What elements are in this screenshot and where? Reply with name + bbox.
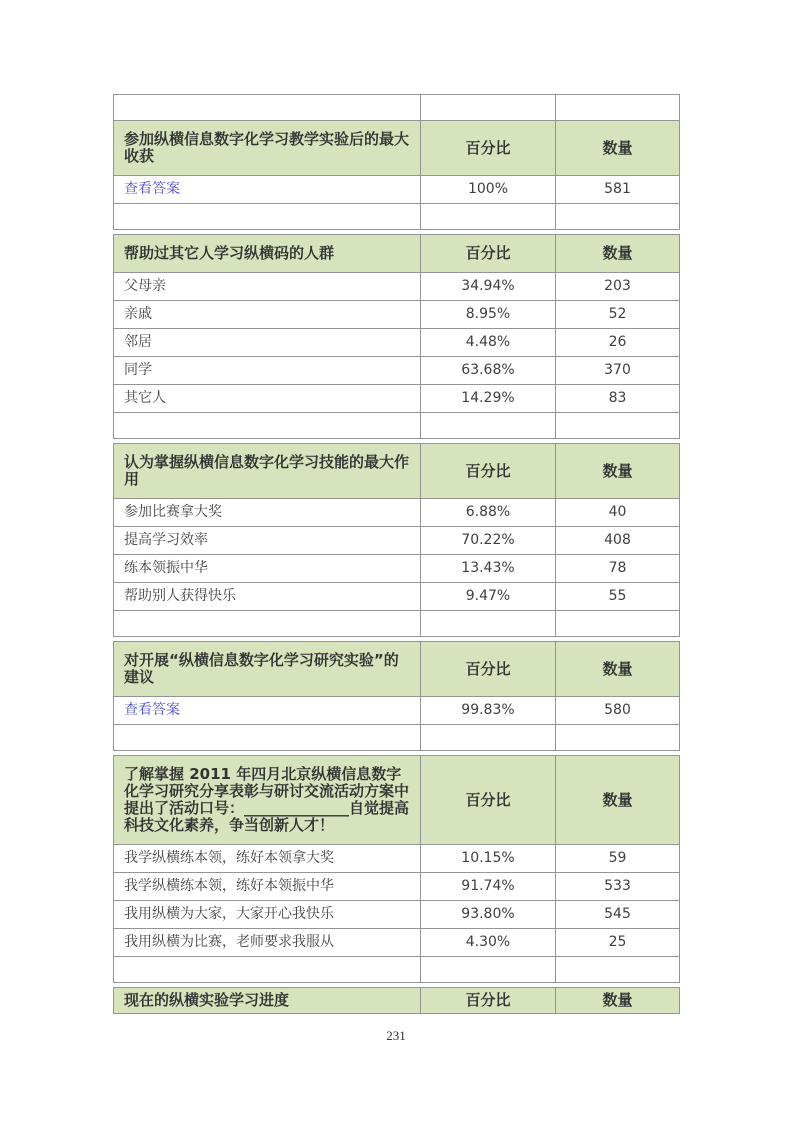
percent-value: 6.88%: [421, 499, 556, 527]
count-value: 545: [556, 901, 680, 929]
view-answers-link[interactable]: 查看答案: [124, 702, 180, 718]
option-label: 亲戚: [114, 301, 421, 329]
count-value: 40: [556, 499, 680, 527]
percent-value: 4.30%: [421, 929, 556, 957]
table-row: [114, 499, 680, 527]
percent-value: 10.15%: [421, 845, 556, 873]
empty-cell: [556, 725, 680, 751]
count-value: 203: [556, 273, 680, 301]
section-question: 了解掌握 2011 年四月北京纵横信息数字化学习研究分享表彰与研讨交流活动方案中提出了活动口号：______________自觉提高科技文化素养，争当创新人才！: [114, 756, 421, 845]
section-question: 参加纵横信息数字化学习教学实验后的最大收获: [114, 121, 421, 176]
count-value: 370: [556, 357, 680, 385]
percent-value: 91.74%: [421, 873, 556, 901]
table-row: [114, 273, 680, 301]
percent-value: 4.48%: [421, 329, 556, 357]
option-label: 参加比赛拿大奖: [114, 499, 421, 527]
option-label: 我用纵横为大家，大家开心我快乐: [114, 901, 421, 929]
table-row: [114, 555, 680, 583]
count-column-header: 数量: [556, 642, 680, 697]
table-row: [114, 929, 680, 957]
option-label: 我学纵横练本领，练好本领振中华: [114, 873, 421, 901]
percent-value: 70.22%: [421, 527, 556, 555]
spacer-row: [114, 957, 680, 983]
percent-value: 100%: [421, 176, 556, 204]
count-column-header: 数量: [556, 235, 680, 273]
count-column-header: 数量: [556, 444, 680, 499]
spacer-row: [114, 725, 680, 751]
empty-cell: [421, 413, 556, 439]
percent-column-header: 百分比: [421, 988, 556, 1014]
table-row: [114, 901, 680, 929]
table-row: [114, 873, 680, 901]
option-label: 我用纵横为比赛，老师要求我服从: [114, 929, 421, 957]
count-column-header: 数量: [556, 988, 680, 1014]
option-label: 其它人: [114, 385, 421, 413]
survey-section-table: [113, 443, 680, 637]
percent-value: 13.43%: [421, 555, 556, 583]
count-value: 26: [556, 329, 680, 357]
count-value: 25: [556, 929, 680, 957]
table-row: [114, 697, 680, 725]
survey-section-table: [113, 641, 680, 751]
percent-value: 14.29%: [421, 385, 556, 413]
spacer-row: [114, 413, 680, 439]
percent-value: 93.80%: [421, 901, 556, 929]
spacer-row: [114, 95, 680, 121]
empty-cell: [556, 204, 680, 230]
count-value: 59: [556, 845, 680, 873]
view-answers-link[interactable]: 查看答案: [124, 181, 180, 197]
option-label: 练本领振中华: [114, 555, 421, 583]
table-row: [114, 176, 680, 204]
table-row: [114, 357, 680, 385]
count-value: 55: [556, 583, 680, 611]
section-header-row: [114, 988, 680, 1014]
count-column-header: 数量: [556, 121, 680, 176]
empty-cell: [114, 204, 421, 230]
section-header-row: [114, 756, 680, 845]
empty-cell: [556, 611, 680, 637]
count-value: 83: [556, 385, 680, 413]
count-value: 581: [556, 176, 680, 204]
section-question: 对开展“纵横信息数字化学习研究实验”的建议: [114, 642, 421, 697]
survey-section-table: [113, 987, 680, 1014]
section-question: 现在的纵横实验学习进度: [114, 988, 421, 1014]
empty-cell: [421, 611, 556, 637]
empty-cell: [114, 611, 421, 637]
section-header-row: [114, 235, 680, 273]
answer-link-cell: [114, 176, 421, 204]
option-label: 我学纵横练本领，练好本领拿大奖: [114, 845, 421, 873]
table-row: [114, 527, 680, 555]
count-value: 78: [556, 555, 680, 583]
option-label: 邻居: [114, 329, 421, 357]
empty-cell: [421, 725, 556, 751]
empty-cell: [556, 95, 680, 121]
empty-cell: [114, 413, 421, 439]
empty-cell: [556, 957, 680, 983]
option-label: 同学: [114, 357, 421, 385]
table-row: [114, 583, 680, 611]
empty-cell: [421, 95, 556, 121]
percent-column-header: 百分比: [421, 756, 556, 845]
empty-cell: [114, 95, 421, 121]
survey-tables: [113, 94, 679, 1018]
count-column-header: 数量: [556, 756, 680, 845]
percent-value: 9.47%: [421, 583, 556, 611]
survey-section-table: [113, 94, 680, 230]
count-value: 52: [556, 301, 680, 329]
percent-column-header: 百分比: [421, 235, 556, 273]
option-label: 父母亲: [114, 273, 421, 301]
table-row: [114, 845, 680, 873]
count-value: 408: [556, 527, 680, 555]
percent-value: 8.95%: [421, 301, 556, 329]
empty-cell: [421, 957, 556, 983]
empty-cell: [556, 413, 680, 439]
survey-section-table: [113, 234, 680, 439]
answer-link-cell: [114, 697, 421, 725]
option-label: 提高学习效率: [114, 527, 421, 555]
percent-value: 34.94%: [421, 273, 556, 301]
count-value: 533: [556, 873, 680, 901]
empty-cell: [114, 725, 421, 751]
page-number: 231: [386, 1028, 406, 1043]
spacer-row: [114, 611, 680, 637]
table-row: [114, 329, 680, 357]
survey-section-table: [113, 755, 680, 983]
empty-cell: [421, 204, 556, 230]
empty-cell: [114, 957, 421, 983]
table-row: [114, 301, 680, 329]
percent-value: 63.68%: [421, 357, 556, 385]
section-header-row: [114, 642, 680, 697]
table-row: [114, 385, 680, 413]
option-label: 帮助别人获得快乐: [114, 583, 421, 611]
section-header-row: [114, 444, 680, 499]
percent-column-header: 百分比: [421, 642, 556, 697]
percent-column-header: 百分比: [421, 121, 556, 176]
section-question: 帮助过其它人学习纵横码的人群: [114, 235, 421, 273]
percent-column-header: 百分比: [421, 444, 556, 499]
section-question: 认为掌握纵横信息数字化学习技能的最大作用: [114, 444, 421, 499]
percent-value: 99.83%: [421, 697, 556, 725]
count-value: 580: [556, 697, 680, 725]
section-header-row: [114, 121, 680, 176]
spacer-row: [114, 204, 680, 230]
